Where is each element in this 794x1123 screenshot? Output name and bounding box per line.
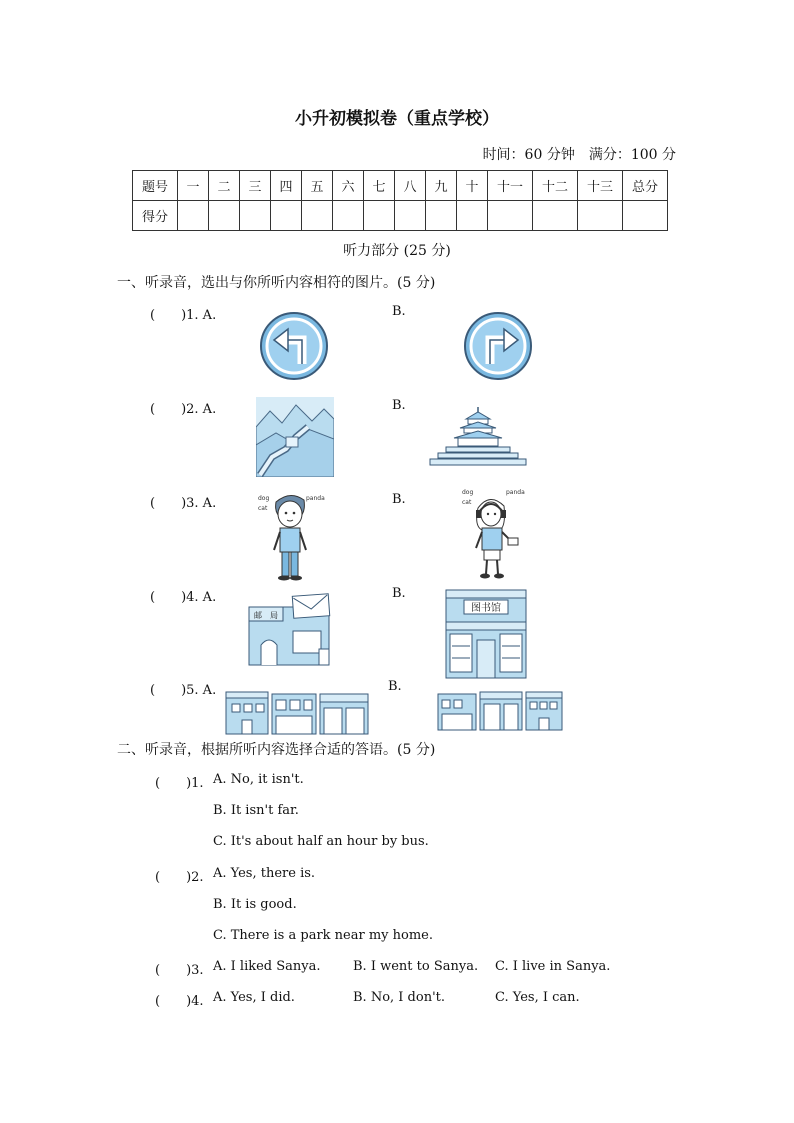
word-panda: panda: [306, 495, 325, 502]
listening-heading: 听力部分 (25 分): [343, 243, 451, 259]
score-entry-cell[interactable]: [623, 201, 668, 231]
score-header-cell: 二: [209, 171, 240, 201]
score-entry-cell[interactable]: [488, 201, 533, 231]
s2-q2-number: ( )2.: [155, 870, 204, 885]
word-panda: panda: [506, 489, 525, 496]
library-sign: 图书馆: [471, 603, 501, 614]
score-entry-cell[interactable]: [426, 201, 457, 231]
row-of-buildings-b-picture: [436, 690, 564, 732]
section1-title: 一、听录音，选出与你所听内容相符的图片。(5 分): [117, 275, 436, 291]
score-header-cell: 九: [426, 171, 457, 201]
word-dog: dog: [462, 489, 474, 496]
girl-with-headphones-picture: [460, 486, 530, 580]
turn-left-sign-icon: [258, 310, 330, 382]
s2-q1-option-a: A. No, it isn't.: [213, 772, 304, 787]
s2-q3-option-c: C. I live in Sanya.: [495, 959, 611, 974]
s2-q4-number: ( )4.: [155, 994, 204, 1009]
row-of-buildings-a-picture: [224, 690, 370, 736]
s1-q5-option-b: B.: [388, 679, 402, 694]
s1-q2-number: ( )2. A.: [150, 402, 217, 417]
score-entry-cell[interactable]: [333, 201, 364, 231]
library-picture: [444, 584, 528, 680]
score-entry-cell[interactable]: [578, 201, 623, 231]
score-table-score-row: [133, 201, 668, 231]
s2-q4-option-a: A. Yes, I did.: [213, 990, 295, 1005]
s1-q4-option-b: B.: [392, 586, 406, 601]
turn-right-sign-icon: [462, 310, 534, 382]
score-header-cell: 总分: [623, 171, 668, 201]
score-row-label: 得分: [133, 201, 178, 231]
s1-q1-number: ( )1. A.: [150, 308, 217, 323]
s2-q4-option-b: B. No, I don't.: [353, 990, 446, 1005]
score-table: [132, 170, 668, 231]
score-entry-cell[interactable]: [395, 201, 426, 231]
score-entry-cell[interactable]: [302, 201, 333, 231]
score-entry-cell[interactable]: [178, 201, 209, 231]
score-entry-cell[interactable]: [271, 201, 302, 231]
word-cat: cat: [462, 499, 472, 506]
s2-q1-option-c: C. It's about half an hour by bus.: [213, 834, 429, 849]
score-entry-cell[interactable]: [240, 201, 271, 231]
score-header-cell: 十: [457, 171, 488, 201]
s2-q1-option-b: B. It isn't far.: [213, 803, 299, 818]
s2-q2-option-b: B. It is good.: [213, 897, 297, 912]
time-info: 时间：60 分钟 满分：100 分: [482, 147, 676, 163]
score-table-header-row: [133, 171, 668, 201]
score-entry-cell[interactable]: [209, 201, 240, 231]
score-header-cell: 三: [240, 171, 271, 201]
score-header-cell: 四: [271, 171, 302, 201]
score-header-cell: 五: [302, 171, 333, 201]
s1-q2-option-b: B.: [392, 398, 406, 413]
score-header-cell: 题号: [133, 171, 178, 201]
word-cat: cat: [258, 505, 268, 512]
score-header-cell: 十一: [488, 171, 533, 201]
score-header-cell: 七: [364, 171, 395, 201]
post-office-picture: [247, 593, 335, 667]
boy-thinking-picture: [256, 488, 326, 582]
score-header-cell: 十三: [578, 171, 623, 201]
s1-q1-option-b: B.: [392, 304, 406, 319]
score-entry-cell[interactable]: [457, 201, 488, 231]
s2-q2-option-a: A. Yes, there is.: [213, 866, 316, 881]
s2-q4-option-c: C. Yes, I can.: [495, 990, 580, 1005]
s1-q4-number: ( )4. A.: [150, 590, 217, 605]
s2-q2-option-c: C. There is a park near my home.: [213, 928, 433, 943]
s1-q5-number: ( )5. A.: [150, 683, 217, 698]
word-dog: dog: [258, 495, 270, 502]
s1-q3-option-b: B.: [392, 492, 406, 507]
score-entry-cell[interactable]: [533, 201, 578, 231]
score-header-cell: 十二: [533, 171, 578, 201]
score-entry-cell[interactable]: [364, 201, 395, 231]
s2-q3-option-b: B. I went to Sanya.: [353, 959, 479, 974]
score-header-cell: 八: [395, 171, 426, 201]
s2-q1-number: ( )1.: [155, 776, 204, 791]
s2-q3-option-a: A. I liked Sanya.: [213, 959, 321, 974]
s2-q3-number: ( )3.: [155, 963, 204, 978]
score-header-cell: 六: [333, 171, 364, 201]
post-office-sign: 邮 局: [254, 611, 278, 620]
page-title: 小升初模拟卷（重点学校）: [295, 109, 499, 129]
section2-title: 二、听录音，根据所听内容选择合适的答语。(5 分): [117, 742, 436, 758]
temple-of-heaven-picture: [428, 405, 528, 469]
great-wall-picture: [256, 397, 334, 477]
score-header-cell: 一: [178, 171, 209, 201]
s1-q3-number: ( )3. A.: [150, 496, 217, 511]
